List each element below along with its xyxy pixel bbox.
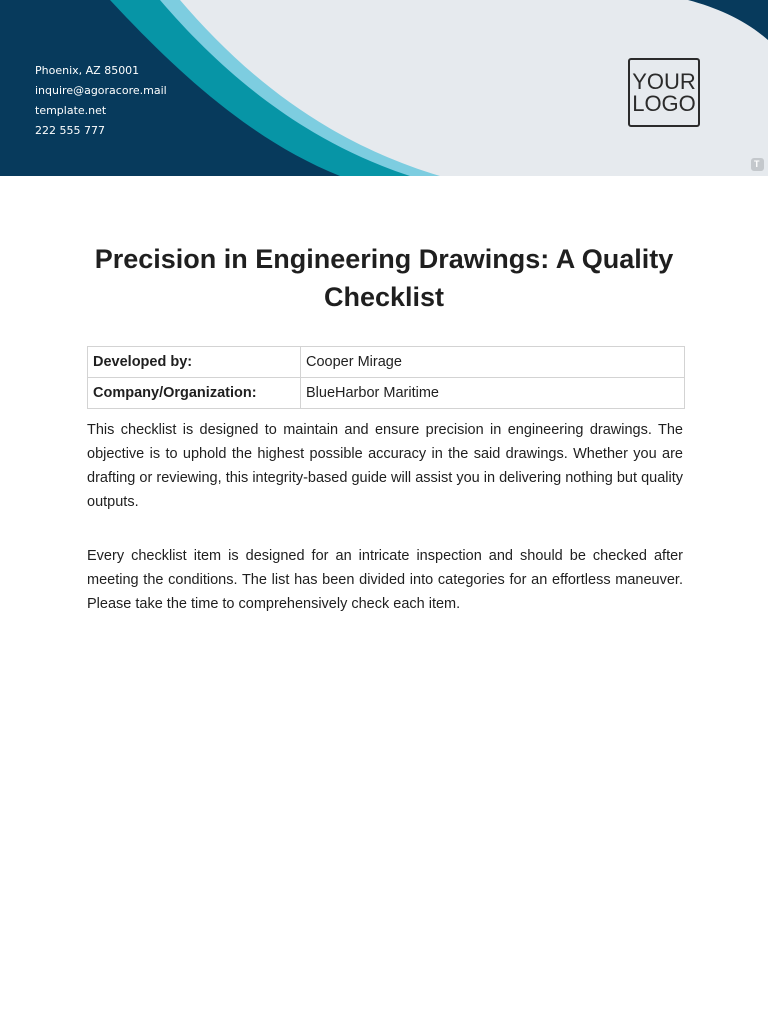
instructions-paragraph: Every checklist item is designed for an intricate inspection and should be checked after meeting the conditions. The list has been divided into categories for an effortless maneuver. Please take the time to comprehensively check each item. xyxy=(87,548,683,612)
logo-line-1: YOUR xyxy=(632,68,696,94)
document-title: Precision in Engineering Drawings: A Quality Checklist xyxy=(94,244,674,312)
letterhead-banner xyxy=(0,0,768,176)
company-value: BlueHarbor Maritime xyxy=(301,378,685,409)
contact-address: Phoenix, AZ 85001 xyxy=(35,64,140,77)
logo-line-2: LOGO xyxy=(632,90,696,116)
company-logo xyxy=(628,58,700,127)
developed-by-value: Cooper Mirage xyxy=(301,347,685,378)
contact-phone: 222 555 777 xyxy=(35,124,105,137)
template-icon: T xyxy=(751,158,764,171)
table-row xyxy=(88,347,685,378)
developed-by-label: Developed by: xyxy=(88,347,301,378)
contact-block xyxy=(35,61,167,141)
info-table xyxy=(87,346,685,409)
contact-website: template.net xyxy=(35,104,107,117)
contact-email: inquire@agoracore.mail xyxy=(35,84,167,97)
company-label: Company/Organization: xyxy=(88,378,301,409)
table-row xyxy=(88,378,685,409)
intro-paragraph: This checklist is designed to maintain and ensure precision in engineering drawings. The objective is to uphold the highest possible accuracy in the said drawings. Whether you are drafting or reviewing, this integrity-based guide will assist you in delivering nothing but quality outputs. xyxy=(87,422,683,510)
